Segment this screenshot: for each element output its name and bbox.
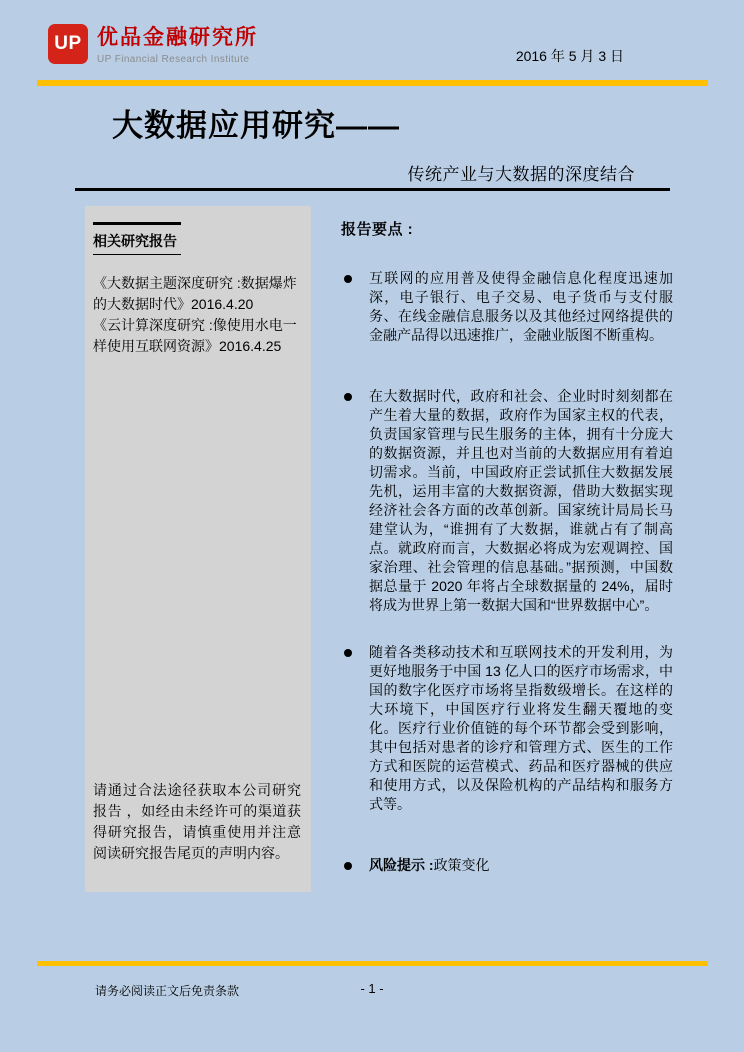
related-report-item: 《云计算深度研究 :像使用水电一样使用互联网资源》2016.4.25	[93, 317, 297, 354]
highlight-bullet	[341, 387, 673, 615]
report-date: 2016 年 5 月 3 日	[515, 48, 624, 64]
report-highlights	[341, 206, 673, 917]
related-report-list	[93, 273, 301, 357]
sidebar-heading: 相关研究报告	[93, 222, 181, 255]
bullet-icon	[344, 649, 352, 657]
content	[85, 206, 673, 917]
bullet-icon	[344, 275, 352, 283]
related-reports-sidebar	[85, 206, 311, 892]
brand-subtitle: UP Financial Research Institute	[97, 54, 250, 66]
risk-text	[369, 856, 490, 875]
brand-block	[97, 24, 258, 65]
up-logo-icon: UP	[48, 24, 88, 64]
page-number: - 1 -	[360, 981, 384, 996]
bullet-icon	[344, 862, 352, 870]
report-title: 大数据应用研究——	[112, 108, 400, 143]
brand-name: 优品金融研究所	[97, 26, 258, 49]
report-subtitle: 传统产业与大数据的深度结合	[407, 165, 635, 184]
header	[48, 24, 258, 65]
highlight-text: 在大数据时代，政府和社会、企业时时刻刻都在产生着大量的数据，政府作为国家主权的代表，负责国家管理与民生服务的主体，拥有十分庞大的数据资源，并且也对当前的大数据应用有着迫切需求。当前，中国政府正尝试抓住大数据发展先机，运用丰富的大数据资源，借助大数据实现经济社会各方面的改革创新。国家统计局局长马建堂认为，“谁拥有了大数据，谁就占有了制高点。就政府而言，大数据必将成为宏观调控、国家治理、社会管理的信息基础。”据预测，中国数据总量于 2020 年将占全球数据量的 24%，届时将成为世界上第一数据大国和“世界数据中心”。	[369, 388, 673, 613]
highlight-bullet	[341, 269, 673, 345]
footer-note: 请务必阅读正文后免责条款	[95, 984, 240, 998]
risk-label: 风险提示 :	[369, 857, 434, 873]
highlight-bullet	[341, 643, 673, 814]
top-accent-bar	[37, 80, 708, 86]
bullet-icon	[344, 393, 352, 401]
bottom-accent-bar	[37, 961, 708, 966]
title-divider	[75, 188, 670, 191]
highlight-text: 随着各类移动技术和互联网技术的开发利用，为更好地服务于中国 13 亿人口的医疗市场需求，中国的数字化医疗市场将呈指数级增长。在这样的大环境下，中国医疗行业将发生翻天覆地的变化。医疗行业价值链的每个环节都会受到影响，其中包括对患者的诊疗和管理方式、医生的工作方式和医院的运营模式、药品和医疗器械的供应和使用方式，以及保险机构的产品结构和服务方式等。	[369, 644, 673, 812]
highlights-heading: 报告要点 :	[341, 221, 414, 238]
highlight-text: 互联网的应用普及使得金融信息化程度迅速加深，电子银行、电子交易、电子货币与支付服务、在线金融信息服务以及其他经过网络提供的金融产品得以迅速推广，金融业版图不断重构。	[369, 270, 673, 343]
risk-value: 政策变化	[433, 857, 490, 873]
sidebar-disclaimer: 请通过合法途径获取本公司研究报告 ，如经由未经许可的渠道获得研究报告，请慎重使用并注意阅读研究报告尾页的声明内容。	[93, 782, 301, 861]
related-report-item: 《大数据主题深度研究 :数据爆炸的大数据时代》2016.4.20	[93, 275, 297, 312]
risk-bullet	[341, 856, 673, 875]
